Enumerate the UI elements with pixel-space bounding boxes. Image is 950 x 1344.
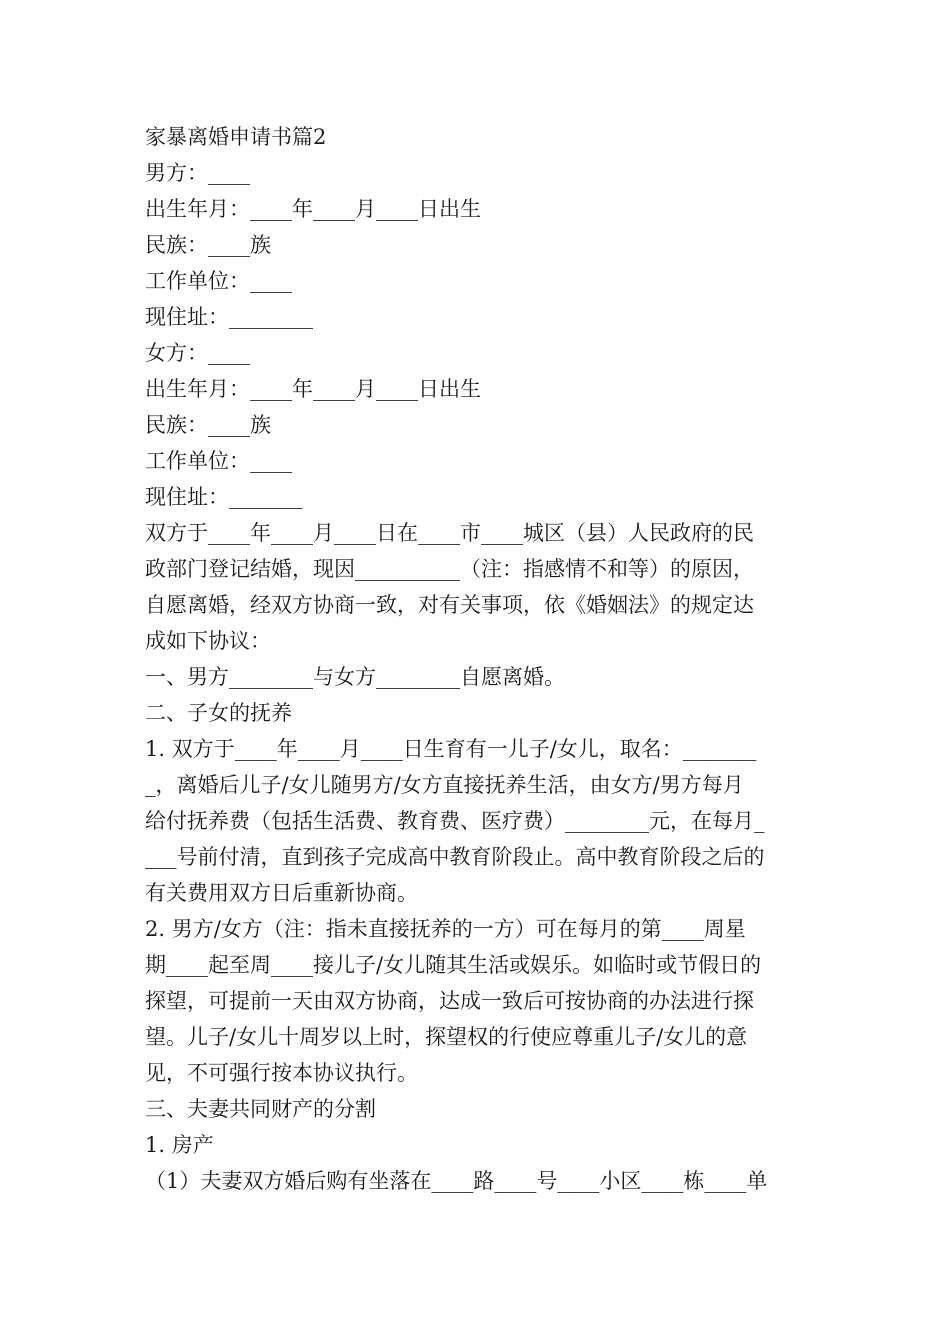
section-child-custody-heading: 二、子女的抚养 [145, 701, 292, 725]
paragraph-line: 成如下协议： [145, 629, 271, 653]
paragraph-line: 双方于____年____月____日在____市____城区（县）人民政府的民 [145, 521, 754, 545]
section-property-heading: 三、夫妻共同财产的分割 [145, 1097, 376, 1121]
paragraph-line: 见，不可强行按本协议执行。 [145, 1061, 418, 1085]
male-workplace-field: 工作单位：____ [145, 269, 292, 293]
document-page [145, 119, 810, 1199]
intro-paragraph [145, 515, 810, 659]
property-real-estate-item: （1）夫妻双方婚后购有坐落在____路____号____小区____栋____单 [145, 1169, 768, 1193]
male-ethnicity-field: 民族：____族 [145, 233, 271, 257]
visitation-paragraph [145, 911, 810, 1091]
female-name-field: 女方：____ [145, 341, 250, 365]
female-workplace-field: 工作单位：____ [145, 449, 292, 473]
paragraph-line: 给付抚养费（包括生活费、教育费、医疗费）________元，在每月_ [145, 809, 765, 833]
paragraph-line: 2. 男方/女方（注：指未直接抚养的一方）可在每月的第____周星 [145, 917, 746, 941]
paragraph-line: 期____起至周____接儿子/女儿随其生活或娱乐。如临时或节假日的 [145, 953, 762, 977]
paragraph-line: 望。儿子/女儿十周岁以上时，探望权的行使应尊重儿子/女儿的意 [145, 1025, 748, 1049]
section-divorce-heading: 一、男方________与女方________自愿离婚。 [145, 665, 565, 689]
female-ethnicity-field: 民族：____族 [145, 413, 271, 437]
document-title: 家暴离婚申请书篇2 [145, 125, 327, 149]
paragraph-line: 有关费用双方日后重新协商。 [145, 881, 418, 905]
child-support-paragraph [145, 731, 810, 911]
female-address-field: 现住址：_______ [145, 485, 303, 509]
paragraph-line: 1. 双方于____年____月____日生育有一儿子/女儿，取名：_______ [145, 737, 757, 761]
paragraph-line: 政部门登记结婚，现因__________（注：指感情不和等）的原因， [145, 557, 754, 581]
property-real-estate-heading: 1. 房产 [145, 1133, 214, 1157]
paragraph-line: _，离婚后儿子/女儿随男方/女方直接抚养生活，由女方/男方每月 [145, 773, 744, 797]
male-birth-field: 出生年月：____年____月____日出生 [145, 197, 481, 221]
paragraph-line: ___号前付清，直到孩子完成高中教育阶段止。高中教育阶段之后的 [145, 845, 765, 869]
male-name-field: 男方：____ [145, 161, 250, 185]
paragraph-line: 自愿离婚，经双方协商一致，对有关事项，依《婚姻法》的规定达 [145, 593, 754, 617]
male-address-field: 现住址：________ [145, 305, 313, 329]
female-birth-field: 出生年月：____年____月____日出生 [145, 377, 481, 401]
paragraph-line: 探望，可提前一天由双方协商，达成一致后可按协商的办法进行探 [145, 989, 754, 1013]
